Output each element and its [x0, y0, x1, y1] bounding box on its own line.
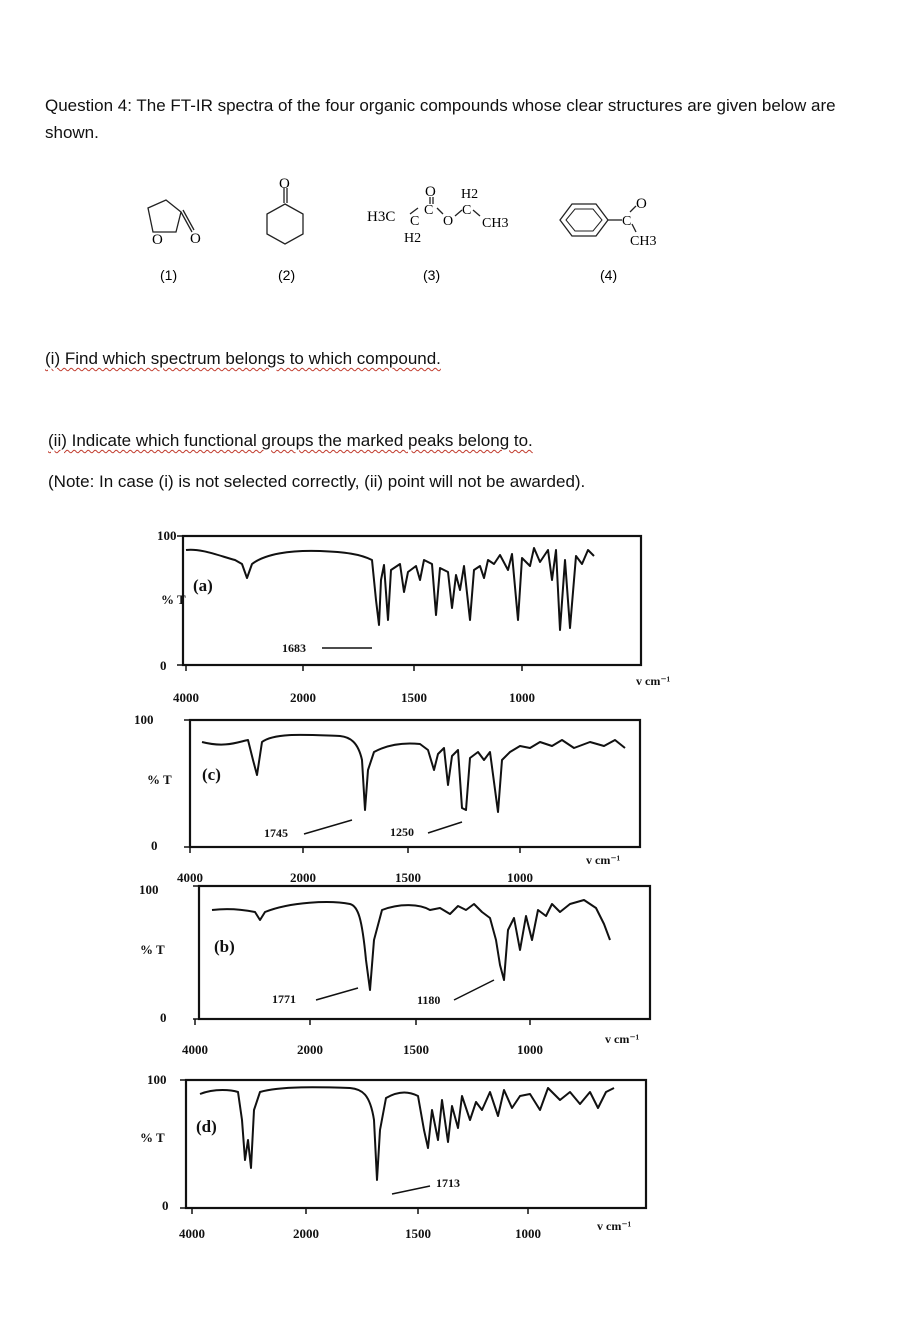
compound-3-c1: C [410, 214, 420, 229]
spectrum-d-y-axis-label: % T [140, 1130, 165, 1145]
spectrum-a-xtick-label: 1000 [509, 690, 535, 705]
compound-1-carbonyl-o: O [190, 231, 201, 247]
spectrum-c-trace [202, 735, 625, 812]
ir-spectra-figure [0, 520, 900, 1290]
spectrum-c-xtick-label: 1000 [507, 870, 533, 885]
spectrum-c-xtick-label: 1500 [395, 870, 421, 885]
spectrum-c-peak-pointer [428, 822, 462, 833]
spectrum-b-xtick-label: 2000 [297, 1042, 323, 1057]
spectrum-c-frame [190, 720, 640, 847]
compound-3-c2: C [424, 203, 434, 218]
spectrum-b-trace [212, 900, 610, 990]
spectrum-b-peak-pointer [316, 988, 358, 1000]
spectrum-c-y-axis-label: % T [147, 772, 172, 787]
spectrum-d-xtick-label: 2000 [293, 1226, 319, 1241]
compound-3-carbonyl-o: O [425, 184, 436, 200]
spectrum-b-peak-label: 1771 [272, 992, 296, 1006]
compound-3-number: (3) [423, 267, 441, 283]
spectrum-c-y-top: 100 [134, 712, 154, 727]
spectrum-b-label: (b) [214, 937, 235, 956]
compound-2-number: (2) [278, 267, 296, 283]
spectrum-a-xtick-label: 4000 [173, 690, 199, 705]
spectrum-d-peak-label: 1713 [436, 1176, 460, 1190]
spectrum-c-xtick-label: 2000 [290, 870, 316, 885]
compound-1-number: (1) [160, 267, 178, 283]
spectrum-c-label: (c) [202, 765, 221, 784]
compound-4-ch3: CH3 [630, 234, 657, 249]
spectrum-d-xtick-label: 1000 [515, 1226, 541, 1241]
spectrum-a-xtick-label: 2000 [290, 690, 316, 705]
spectrum-b-xtick-label: 1000 [517, 1042, 543, 1057]
spectrum-a-trace [186, 548, 594, 630]
spectrum-a-y-axis-label: % T [161, 592, 186, 607]
compound-1-structure [148, 200, 194, 232]
spectrum-c-peak-pointer [304, 820, 352, 834]
spectrum-c-peak-label: 1250 [390, 825, 414, 839]
compound-3-ester-o: O [443, 214, 454, 229]
compound-4-c: C [622, 214, 632, 229]
spectrum-b-y-bottom: 0 [160, 1010, 167, 1025]
spectrum-c-y-bottom: 0 [151, 838, 158, 853]
spectrum-a-unit: v cm⁻¹ [636, 674, 671, 688]
compound-2-structure [267, 188, 303, 244]
compound-4-o: O [636, 196, 647, 212]
compound-3-h3c: H3C [367, 209, 396, 225]
spectrum-b-unit: v cm⁻¹ [605, 1032, 640, 1046]
spectrum-a-y-bottom: 0 [160, 658, 167, 673]
spectrum-c-peak-label: 1745 [264, 826, 288, 840]
note-text: (Note: In case (i) is not selected correctly, (ii) point will not be awarded). [48, 472, 586, 491]
compound-3-ch3: CH3 [482, 216, 509, 231]
spectrum-d-peak-pointer [392, 1186, 430, 1194]
spectrum-a-label: (a) [193, 576, 213, 595]
compound-2-o: O [279, 176, 290, 192]
spectrum-a-peak-label: 1683 [282, 641, 306, 655]
spectrum-d-xtick-label: 4000 [179, 1226, 205, 1241]
spectrum-d-xtick-label: 1500 [405, 1226, 431, 1241]
spectrum-c-xtick-label: 4000 [177, 870, 203, 885]
compound-3-h2-upper: H2 [461, 187, 479, 202]
spectrum-d-trace [200, 1087, 614, 1180]
part-ii-text: (ii) Indicate which functional groups the marked peaks belong to. [48, 431, 533, 450]
spectrum-b-xtick-label: 1500 [403, 1042, 429, 1057]
spectrum-d-y-top: 100 [147, 1072, 167, 1087]
question-text: Question 4: The FT-IR spectra of the four organic compounds whose clear structures are given below are shown. [45, 96, 836, 142]
compound-4-number: (4) [600, 267, 618, 283]
spectrum-d-label: (d) [196, 1117, 217, 1136]
spectrum-b-peak-pointer [454, 980, 494, 1000]
compound-structures [0, 170, 900, 470]
compound-3-c3: C [462, 203, 472, 218]
spectrum-b-y-axis-label: % T [140, 942, 165, 957]
spectrum-b-y-top: 100 [139, 882, 159, 897]
spectrum-a-y-top: 100 [157, 528, 177, 543]
spectrum-d-unit: v cm⁻¹ [597, 1219, 632, 1233]
spectrum-b-peak-label: 1180 [417, 993, 441, 1007]
part-i-text: (i) Find which spectrum belongs to which compound. [45, 349, 441, 368]
spectrum-c-unit: v cm⁻¹ [586, 853, 621, 867]
compound-3-h2-lower: H2 [404, 231, 422, 246]
spectrum-d-y-bottom: 0 [162, 1198, 169, 1213]
compound-1-ring-o: O [152, 232, 163, 248]
spectrum-b-xtick-label: 4000 [182, 1042, 208, 1057]
spectrum-a-xtick-label: 1500 [401, 690, 427, 705]
